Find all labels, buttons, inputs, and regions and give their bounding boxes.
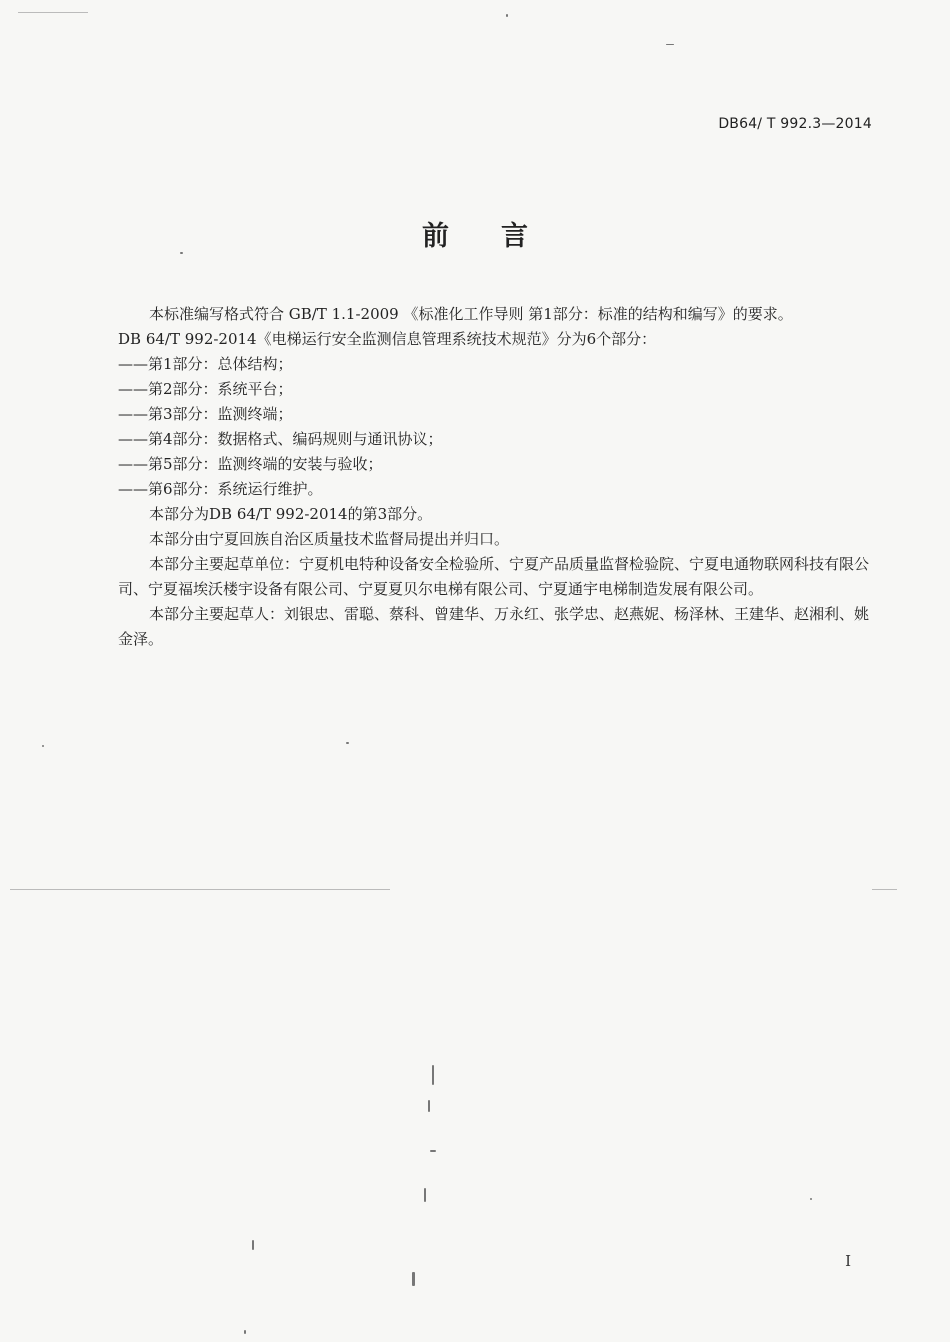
list-item: ——第1部分：总体结构； [118, 355, 293, 373]
paragraph-parts-intro: DB 64/T 992-2014《电梯运行安全监测信息管理系统技术规范》分为6个部分： [118, 330, 657, 348]
paragraph-drafters: 本部分主要起草人：刘银忠、雷聪、蔡科、曾建华、万永红、张学忠、赵燕妮、杨泽林、王建华、赵湘利、姚金泽。 [118, 605, 870, 648]
scan-artifact [666, 44, 674, 45]
scan-artifact [810, 1198, 812, 1200]
scan-artifact [42, 745, 44, 747]
list-item: ——第6部分：系统运行维护。 [118, 480, 323, 498]
scan-artifact [872, 889, 897, 890]
scan-artifact [180, 252, 183, 254]
list-item: ——第2部分：系统平台； [118, 380, 293, 398]
scan-artifact [244, 1330, 246, 1334]
scan-artifact [10, 889, 390, 890]
page-title: 前言 [422, 221, 580, 252]
page-number: I [845, 1252, 851, 1270]
scan-artifact [346, 742, 349, 744]
foreword-body [118, 302, 873, 652]
paragraph-format: 本标准编写格式符合 GB/T 1.1-2009 《标准化工作导则 第1部分：标准的结构和编写》的要求。 [149, 305, 793, 323]
scan-artifact [430, 1150, 436, 1152]
paragraph-drafting-units: 本部分主要起草单位：宁夏机电特种设备安全检验所、宁夏产品质量监督检验院、宁夏电通物联网科技有限公司、宁夏福埃沃楼宇设备有限公司、宁夏夏贝尔电梯有限公司、宁夏通宇电梯制造发展有限公司。 [118, 555, 870, 598]
scan-artifact [424, 1188, 426, 1202]
list-item: ——第5部分：监测终端的安装与验收； [118, 455, 383, 473]
scan-artifact [412, 1272, 415, 1286]
list-item: ——第4部分：数据格式、编码规则与通讯协议； [118, 430, 443, 448]
list-item: ——第3部分：监测终端； [118, 405, 293, 423]
standard-code: DB64/ T 992.3—2014 [718, 116, 872, 132]
scan-artifact [18, 12, 88, 13]
paragraph-proposer: 本部分由宁夏回族自治区质量技术监督局提出并归口。 [149, 530, 510, 548]
scan-artifact [428, 1100, 430, 1112]
scan-artifact [506, 14, 508, 17]
scan-artifact [252, 1240, 254, 1250]
paragraph-part-number: 本部分为DB 64/T 992-2014的第3部分。 [149, 505, 433, 523]
scan-artifact [432, 1065, 434, 1085]
